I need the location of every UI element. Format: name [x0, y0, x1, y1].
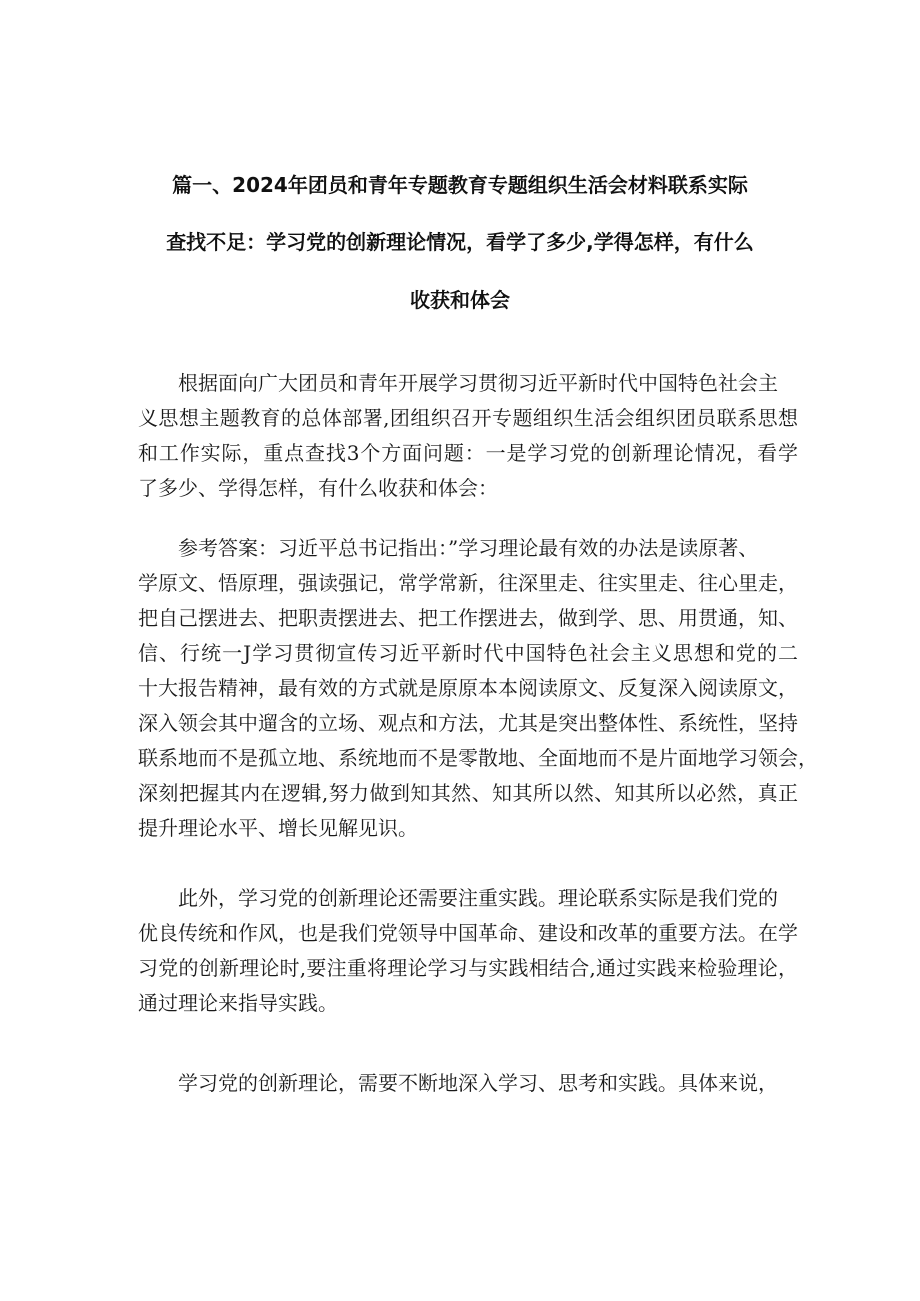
paragraph-1-line-3: 和工作实际，重点查找3个方面问题：一是学习党的创新理论情况，看学: [138, 441, 798, 465]
paragraph-1-line-4: 了多少、学得怎样，有什么收获和体会：: [138, 476, 498, 500]
paragraph-1-line-2: 义思想主题教育的总体部署,团组织召开专题组织生活会组织团员联系思想: [138, 406, 798, 430]
paragraph-3-line-1: 此外，学习党的创新理论还需要注重实践。理论联系实际是我们党的: [178, 886, 778, 910]
paragraph-2-line-8: 深刻把握其内在逻辑,努力做到知其然、知其所以然、知其所以必然，真正: [138, 781, 798, 805]
paragraph-1-line-1: 根据面向广大团员和青年开展学习贯彻习近平新时代中国特色社会主: [178, 371, 778, 395]
paragraph-3-line-2: 优良传统和作风，也是我们党领导中国革命、建设和改革的重要方法。在学: [138, 921, 798, 945]
paragraph-2-line-5: 十大报告精神，最有效的方式就是原原本本阅读原文、反复深入阅读原文，: [138, 676, 798, 700]
title-line-3: 收获和体会: [410, 288, 510, 312]
title-line-1: 篇一、2024年团员和青年专题教育专题组织生活会材料联系实际: [172, 173, 748, 197]
paragraph-2-line-4: 信、行统一J学习贯彻宣传习近平新时代中国特色社会主义思想和党的二: [138, 641, 798, 665]
paragraph-3-line-3: 习党的创新理论时,要注重将理论学习与实践相结合,通过实践来检验理论，: [138, 956, 798, 980]
paragraph-2-line-9: 提升理论水平、增长见解见识。: [138, 816, 418, 840]
paragraph-2-line-2: 学原文、悟原理，强读强记，常学常新，往深里走、往实里走、往心里走，: [138, 571, 798, 595]
paragraph-3-line-4: 通过理论来指导实践。: [138, 991, 338, 1015]
paragraph-2-line-6: 深入领会其中遛含的立场、观点和方法，尤其是突出整体性、系统性，坚持: [138, 711, 798, 735]
paragraph-2-line-3: 把自己摆进去、把职责摆进去、把工作摆进去，做到学、思、用贯通，知、: [138, 606, 798, 630]
paragraph-2-line-7: 联系地而不是孤立地、系统地而不是零散地、全面地而不是片面地学习领会，: [138, 746, 818, 770]
paragraph-2-line-1: 参考答案：习近平总书记指出：”学习理论最有效的办法是读原著、: [178, 536, 759, 560]
title-line-2: 查找不足：学习党的创新理论情况，看学了多少,学得怎样，有什么: [166, 230, 754, 254]
paragraph-4-line-1: 学习党的创新理论，需要不断地深入学习、思考和实践。具体来说，: [178, 1071, 778, 1095]
